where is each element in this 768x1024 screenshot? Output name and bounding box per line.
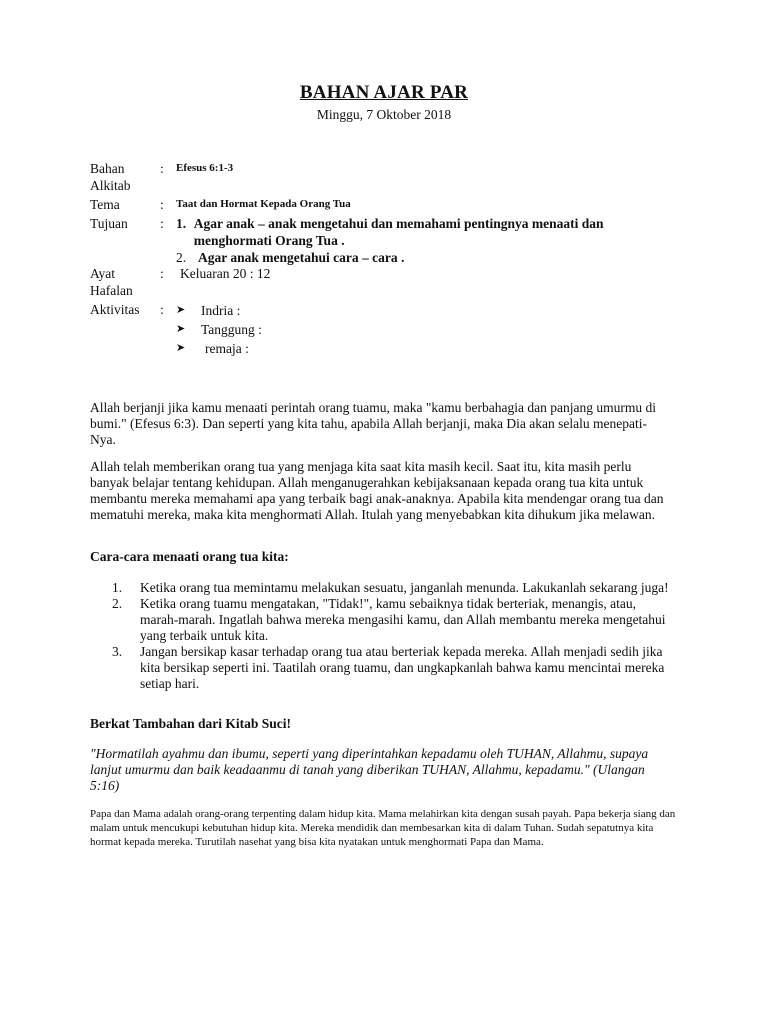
tema-label: Tema — [90, 197, 120, 212]
info-row-aktivitas — [90, 301, 650, 358]
ayat-value: Keluaran 20 : 12 — [180, 266, 271, 281]
tujuan-num: 2. — [176, 250, 187, 265]
aktivitas-list — [176, 301, 650, 358]
colon: : — [160, 161, 164, 176]
tujuan-text: Agar anak mengetahui cara – cara . — [198, 250, 405, 265]
tema-value: Taat dan Hormat Kepada Orang Tua — [176, 198, 351, 210]
colon: : — [160, 216, 164, 231]
list-text: Jangan bersikap kasar terhadap orang tua atau berteriak kepada mereka. Allah menjadi sedih jika kita bersikap seperti ini. Taatilah orang tuamu, dan ungkapkanlah bahwa kamu mencintai mereka setiap hari. — [140, 644, 665, 691]
tujuan-item — [176, 249, 650, 266]
colon: : — [160, 302, 164, 317]
list-num: 3. — [112, 644, 123, 659]
document-date: Minggu, 7 Oktober 2018 — [316, 107, 452, 122]
aktivitas-label: Aktivitas — [90, 302, 140, 317]
ordered-list — [112, 580, 672, 692]
paragraph-2: Allah telah memberikan orang tua yang menjaga kita saat kita masih kecil. Saat itu, kita masih perlu banyak belajar tentang kehidupan. Allah menganugerahkan kebijaksanaan kepada orang tua kita untuk membantu mereka memahami apa yang terbaik bagi anak-anaknya. Apabila kita mendengar orang tua dan mematuhi mereka, maka kita menghormati Allah. Itulah yang menyebabkan kita dihukum jika melawan. — [90, 459, 664, 522]
arrow-bullet-icon: ➤ — [176, 304, 186, 316]
heading-berkat: Berkat Tambahan dari Kitab Suci! — [90, 716, 292, 731]
arrow-bullet-icon: ➤ — [176, 323, 186, 335]
aktivitas-item — [176, 339, 650, 358]
info-row-ayat — [90, 265, 650, 301]
list-text: Ketika orang tua memintamu melakukan sesuatu, janganlah menunda. Lakukanlah sekarang juga! — [140, 580, 669, 595]
tujuan-num: 1. — [176, 216, 187, 231]
arrow-bullet-icon: ➤ — [176, 342, 186, 354]
list-item — [112, 596, 672, 644]
document-title: BAHAN AJAR PAR — [299, 82, 469, 103]
list-text: Ketika orang tuamu mengatakan, "Tidak!", kamu sebaiknya tidak berteriak, menangis, atau, marah-marah. Ingatlah bahwa mereka mengasihi kamu, dan Allah membantu mereka mengetahui yang terbaik untuk kita. — [140, 596, 666, 643]
list-num: 2. — [112, 596, 123, 611]
info-row-bahan — [90, 160, 650, 196]
bahan-value: Efesus 6:1-3 — [176, 162, 234, 174]
info-row-tujuan — [90, 215, 650, 265]
info-table — [90, 160, 650, 358]
list-item — [112, 580, 672, 596]
aktivitas-item — [176, 320, 650, 339]
list-item — [112, 644, 672, 692]
colon: : — [160, 266, 164, 281]
tujuan-item — [176, 215, 650, 249]
scripture-quote: "Hormatilah ayahmu dan ibumu, seperti yang diperintahkan kepadamu oleh TUHAN, Allahmu, supaya lanjut umurmu dan baik keadaanmu di tanah yang diberikan TUHAN, Allahmu, kepadamu." (Ulangan 5:16) — [90, 746, 649, 793]
ayat-label: Ayat Hafalan — [90, 266, 133, 298]
aktivitas-text: Tanggung : — [201, 322, 262, 337]
bahan-label: Bahan Alkitab — [90, 161, 131, 193]
colon: : — [160, 197, 164, 212]
tujuan-list — [176, 215, 650, 265]
paragraph-1: Allah berjanji jika kamu menaati perintah orang tuamu, maka "kamu berbahagia dan panjang umurmu di bumi." (Efesus 6:3). Dan seperti yang kita tahu, apabila Allah berjanji, maka Dia akan selalu menepati-Nya. — [90, 400, 656, 447]
aktivitas-item — [176, 301, 650, 320]
aktivitas-text: Indria : — [201, 303, 241, 318]
tujuan-label: Tujuan — [90, 216, 128, 231]
aktivitas-text: remaja : — [205, 341, 249, 356]
heading-cara-cara: Cara-cara menaati orang tua kita: — [90, 549, 289, 564]
info-row-tema — [90, 196, 650, 215]
tujuan-text: Agar anak – anak mengetahui dan memahami pentingnya menaati dan menghormati Orang Tua . — [193, 216, 604, 248]
list-num: 1. — [112, 580, 123, 595]
closing-paragraph: Papa dan Mama adalah orang-orang terpenting dalam hidup kita. Mama melahirkan kita dengan susah payah. Papa bekerja siang dan malam untuk mencukupi kebutuhan hidup kita. Mereka mendidik dan membesarkan kita di dalam Tuhan. Sudah sepatutnya kita hormat kepada mereka. Turutilah nasehat yang bisa kita nyatakan untuk menghormati Papa dan Mama. — [90, 808, 676, 848]
